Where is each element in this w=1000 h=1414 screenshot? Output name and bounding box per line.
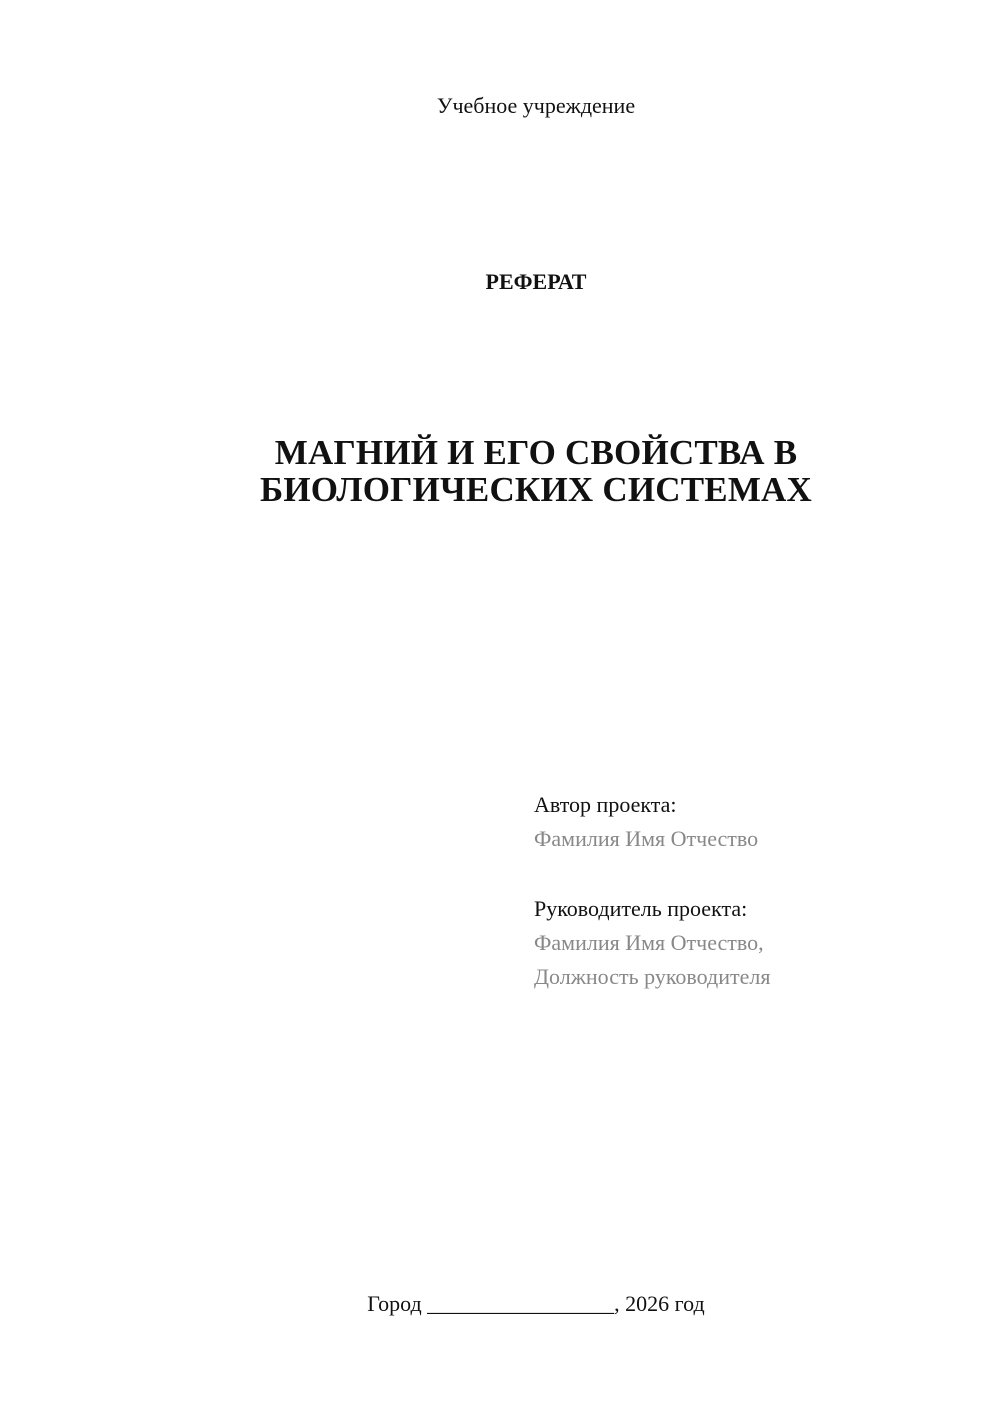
supervisor-position: Должность руководителя (534, 964, 771, 989)
project-meta (534, 788, 974, 994)
city-year-line: Город _________________, 2026 год (367, 1291, 705, 1316)
institution-name: Учебное учреждение (436, 93, 636, 118)
supervisor-label: Руководитель проекта: (534, 896, 748, 921)
meta-spacer (534, 856, 974, 892)
supervisor-name: Фамилия Имя Отчество, (534, 930, 764, 955)
author-name: Фамилия Имя Отчество (534, 826, 759, 851)
document-title-line-2: БИОЛОГИЧЕСКИХ СИСТЕМАХ (259, 470, 813, 509)
document-title-line-1: МАГНИЙ И ЕГО СВОЙСТВА В (274, 433, 798, 472)
document-type: РЕФЕРАТ (485, 269, 587, 294)
document-title (186, 434, 886, 508)
author-label: Автор проекта: (534, 792, 677, 817)
